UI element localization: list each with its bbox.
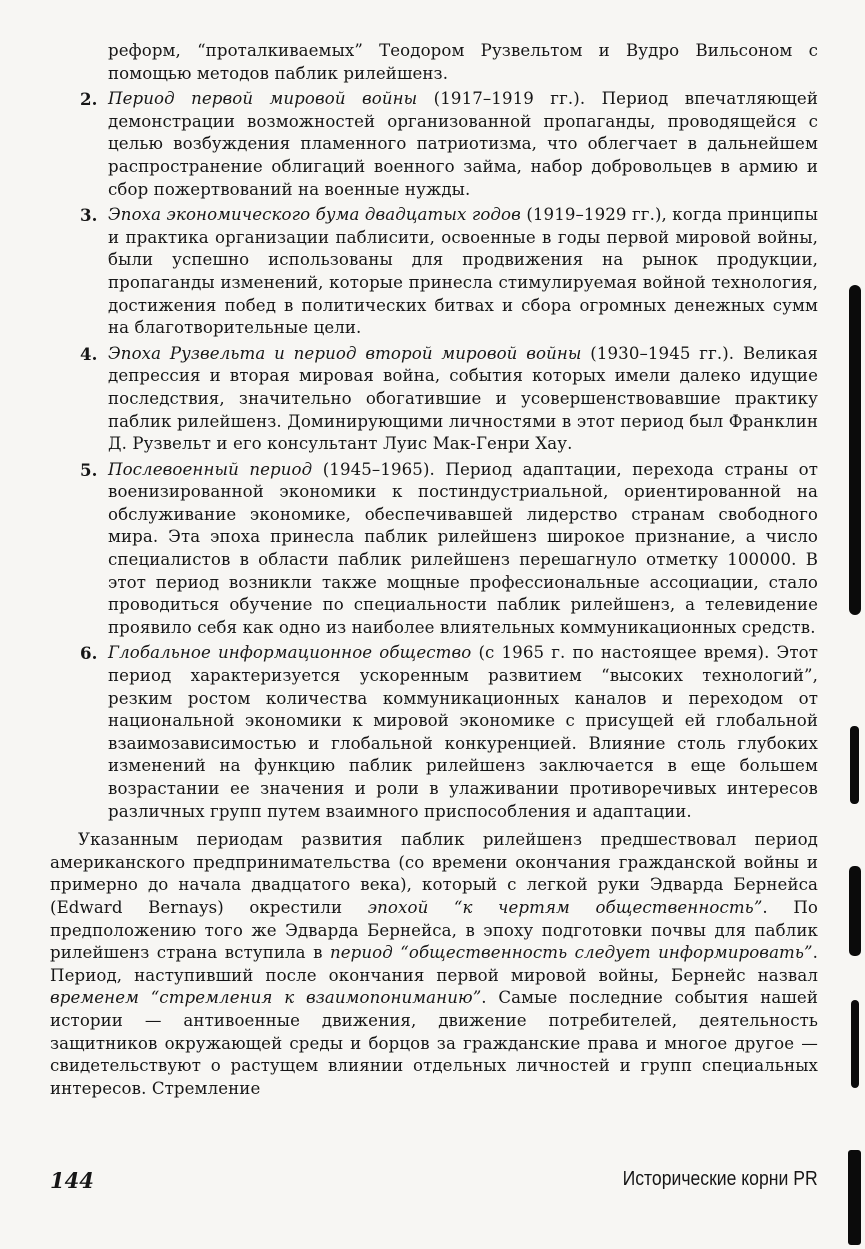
list-item [50,459,818,640]
scan-edge-mark [851,1000,859,1088]
list-item [50,204,818,340]
period-text: (1945–1965). Период адаптации, перехода страны от военизированной экономики к постиндустриальной, ориентированной на обслуживание экономике, обеспечивавшей лидерство странам свободного мира. Эта эпоха принесла паблик рилейшенз широкое признание, а число специалистов в области паблик рилейшенз перешагнуло отметку 100000. В этот период возникли также мощные профессиональные ассоциации, стало проводиться обучение по специальности паблик рилейшенз, а телевидение проявило себя как одно из наиболее влиятельных коммуникационных средств. [108,459,819,637]
period-title: Период первой мировой войны [108,89,418,109]
running-title: Исторические корни PR [622,1168,818,1190]
closing-text-1: Указанным периодам развития паблик рилейшенз предшествовал период американского предпринимательства (со времени окончания гражданской войны и примерно до начала двадцатого века), который с легкой руки Эдварда Бернейса (Edward Bernays) окрестили [50,830,818,917]
list-item [50,343,818,456]
scan-edge-mark [849,285,861,615]
list-number: 3. [80,205,98,226]
intro-paragraph: реформ, “проталкиваемых” Теодором Рузвельтом и Вудро Вильсоном с помощью методов паблик рилейшенз. [108,41,818,83]
page-footer [50,1168,818,1200]
list-number: 6. [80,643,98,664]
closing-text-3: . Период, наступивший после окончания первой мировой войны, Бернейс назвал [50,943,818,985]
period-title: Эпоха Рузвельта и период второй мировой войны [108,343,582,363]
list-item [50,88,818,201]
page-number: 144 [50,1168,94,1193]
period-text: (1930–1945 гг.). Великая депрессия и вторая мировая война, события которых имели далеко идущие последствия, значительно обогатившие и усовершенствовавшие практику паблик рилейшенз. Доминирующими личностями в этот период был Франклин Д. Рузвельт и его консультант Луис Мак-Генри Хау. [108,343,818,454]
scan-edge-mark [848,1150,861,1245]
closing-paragraph [50,829,818,1100]
list-number: 4. [80,343,98,364]
periods-list [50,88,818,823]
closing-emphasis-3: временем “стремления к взаимопониманию” [50,988,482,1008]
period-title: Глобальное информационное общество [108,643,472,663]
closing-emphasis-1: эпохой “к чертям общественность” [367,897,763,917]
closing-emphasis-2: период “общественность следует информировать” [329,943,813,963]
period-text: (1919–1929 гг.), когда принципы и практика организации паблисити, освоенные в годы первой мировой войны, были успешно использованы для продвижения на рынок продукции, пропаганды изменений, которые принесла стимулируемая войной технология, достижения побед в политических битвах и сбора огромных денежных сумм на благотворительные цели. [108,205,818,338]
closing-text-2: . По предположению того же Эдварда Бернейса, в эпоху подготовки почвы для паблик рилейшенз страна вступила в [50,897,818,963]
period-title: Эпоха экономического бума двадцатых годов [108,205,521,225]
period-title: Послевоенный период [108,459,313,479]
scan-edge-mark [850,726,859,804]
closing-text-4: . Самые последние события нашей истории — антивоенные движения, движение потребителей, деятельность защитников окружающей среды и борцов за гражданские права и многое другое — свидетельствуют о растущем влиянии отдельных личностей и групп специальных интересов. Стремление [50,988,818,1098]
list-item [50,642,818,823]
scan-edge-mark [849,866,861,956]
body-text [50,40,818,1100]
list-number: 5. [80,459,98,480]
period-text: (с 1965 г. по настоящее время). Этот период характеризуется ускоренным развитием “высоких технологий”, резким ростом количества коммуникационных каналов и переходом от национальной экономики к мировой экономике с присущей ей глобальной взаимозависимостью и глобальной конкуренцией. Влияние столь глубоких изменений на функцию паблик рилейшенз заключается в еще большем возрастании ее значения и роли в улаживании противоречивых интересов различных групп путем взаимного приспособления и адаптации. [108,643,819,821]
period-text: (1917–1919 гг.). Период впечатляющей демонстрации возможностей организованной пропаганды, проводящейся с целью возбуждения пламенного патриотизма, что облегчает в дальнейшем распространение облигаций военного займа, набор добровольцев в армию и сбор пожертвований на военные нужды. [108,89,818,199]
list-number: 2. [80,89,98,110]
